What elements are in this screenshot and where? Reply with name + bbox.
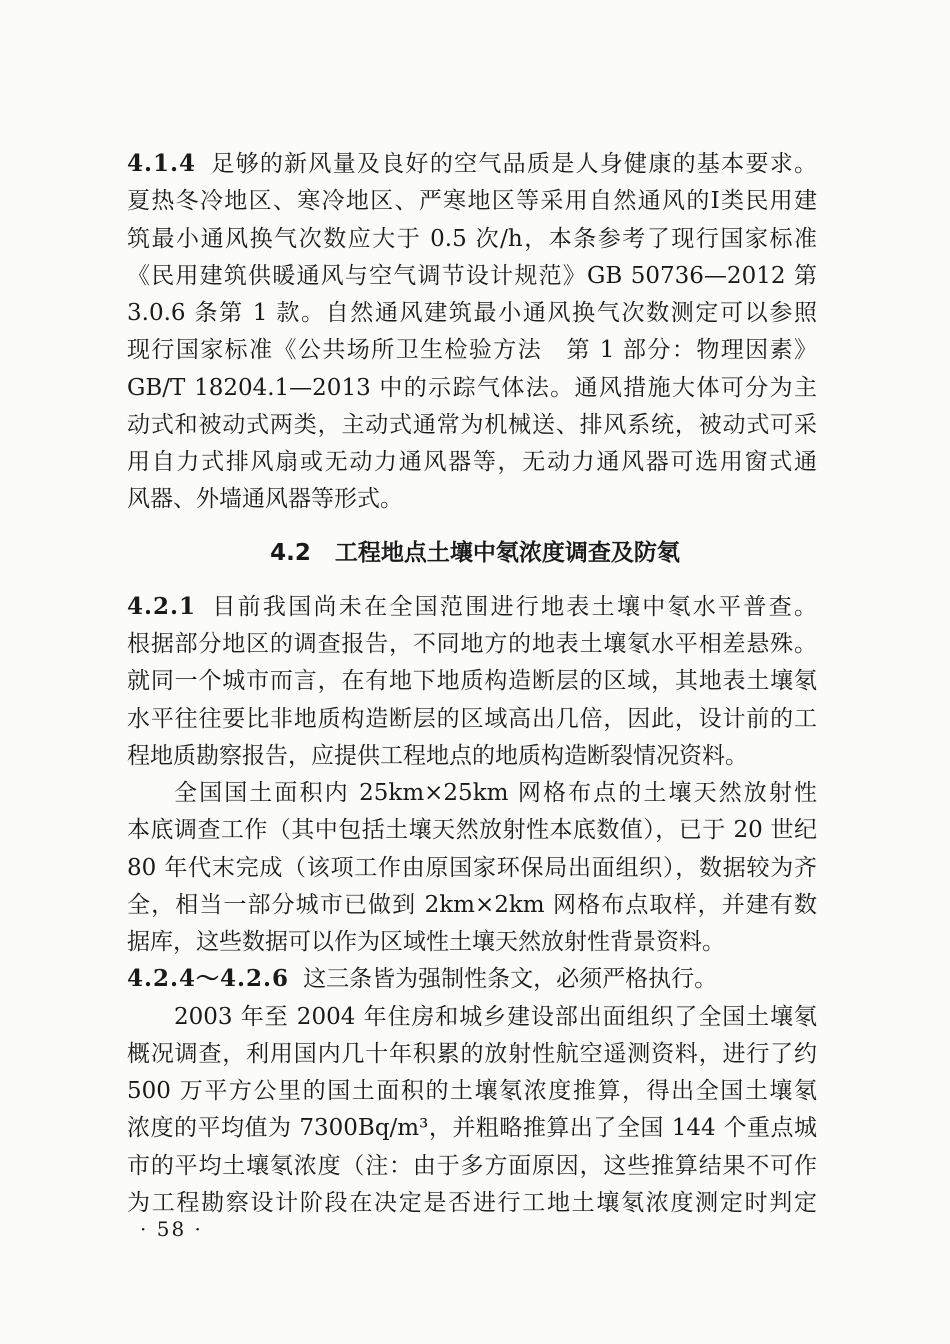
body-text: 目前我国尚未在全国范围进行地表土壤中氡水平普查。: [210, 594, 817, 620]
body-text-line: 本底调查工作（其中包括土壤天然放射性本底数值），已于 20 世纪: [127, 817, 817, 843]
section-number: 4.2: [270, 540, 311, 566]
body-text-line: 概况调查，利用国内几十年积累的放射性航空遥测资料，进行了约: [127, 1041, 817, 1067]
clause-number: 4.1.4: [127, 150, 197, 177]
body-text-line: GB/T 18204.1—2013 中的示踪气体法。通风措施大体可分为主: [127, 375, 817, 401]
body-text-line: 全，相当一部分城市已做到 2km×2km 网格布点取样，并建有数: [127, 892, 817, 918]
body-text-line: 为工程勘察设计阶段在决定是否进行工地土壤氡浓度测定时判定: [127, 1190, 817, 1216]
body-text-line: 浓度的平均值为 7300Bq/m³，并粗略推算出了全国 144 个重点城: [127, 1115, 817, 1141]
body-text: 足够的新风量及良好的空气品质是人身健康的基本要求。: [210, 151, 817, 177]
body-text-line: 全国国土面积内 25km×25km 网格布点的土壤天然放射性: [174, 780, 817, 806]
body-text-line: 2003 年至 2004 年住房和城乡建设部出面组织了全国土壤氡: [174, 1004, 817, 1030]
clause-number: 4.2.1: [127, 593, 197, 620]
section-title: 工程地点土壤中氡浓度调查及防氡: [334, 540, 680, 566]
body-text-line: 水平往往要比非地质构造断层的区域高出几倍，因此，设计前的工: [127, 706, 817, 732]
body-text-line: 风器、外墙通风器等形式。: [127, 486, 403, 512]
body-text-line: 500 万平方公里的国土面积的土壤氡浓度推算，得出全国土壤氡: [127, 1078, 817, 1104]
body-text: 这三条皆为强制性条文，必须严格执行。: [303, 966, 718, 992]
body-text-line: 《民用建筑供暖通风与空气调节设计规范》GB 50736—2012 第: [127, 263, 817, 289]
paragraph-4-1-4-line: [127, 144, 817, 184]
body-text-line: 3.0.6 条第 1 款。自然通风建筑最小通风换气次数测定可以参照: [127, 300, 817, 326]
body-text-line: 80 年代末完成（该项工作由原国家环保局出面组织），数据较为齐: [127, 855, 817, 881]
body-text-line: 市的平均土壤氡浓度（注：由于多方面原因，这些推算结果不可作: [127, 1153, 817, 1179]
body-text-line: 就同一个城市而言，在有地下地质构造断层的区域，其地表土壤氡: [127, 668, 817, 694]
page-number: · 58 ·: [140, 1217, 203, 1241]
body-text-line: 用自力式排风扇或无动力通风器等，无动力通风器可选用窗式通: [127, 449, 817, 475]
body-text-line: 据库，这些数据可以作为区域性土壤天然放射性背景资料。: [127, 929, 725, 955]
body-text-line: 动式和被动式两类，主动式通常为机械送、排风系统，被动式可采: [127, 412, 817, 438]
clause-number: 4.2.4～4.2.6: [127, 965, 290, 992]
paragraph-4-2-1-line: [127, 587, 817, 627]
body-text-line: 筑最小通风换气次数应大于 0.5 次/h，本条参考了现行国家标准: [127, 226, 817, 252]
body-text-line: 根据部分地区的调查报告，不同地方的地表土壤氡水平相差悬殊。: [127, 631, 817, 657]
body-text-line: 程地质勘察报告，应提供工程地点的地质构造断裂情况资料。: [127, 743, 748, 769]
body-text-line: 夏热冬冷地区、寒冷地区、严寒地区等采用自然通风的Ⅰ类民用建: [127, 188, 817, 214]
paragraph-4-2-4-line: [127, 959, 817, 999]
section-heading: [0, 533, 950, 573]
body-text-line: 现行国家标准《公共场所卫生检验方法 第 1 部分：物理因素》: [127, 337, 817, 363]
